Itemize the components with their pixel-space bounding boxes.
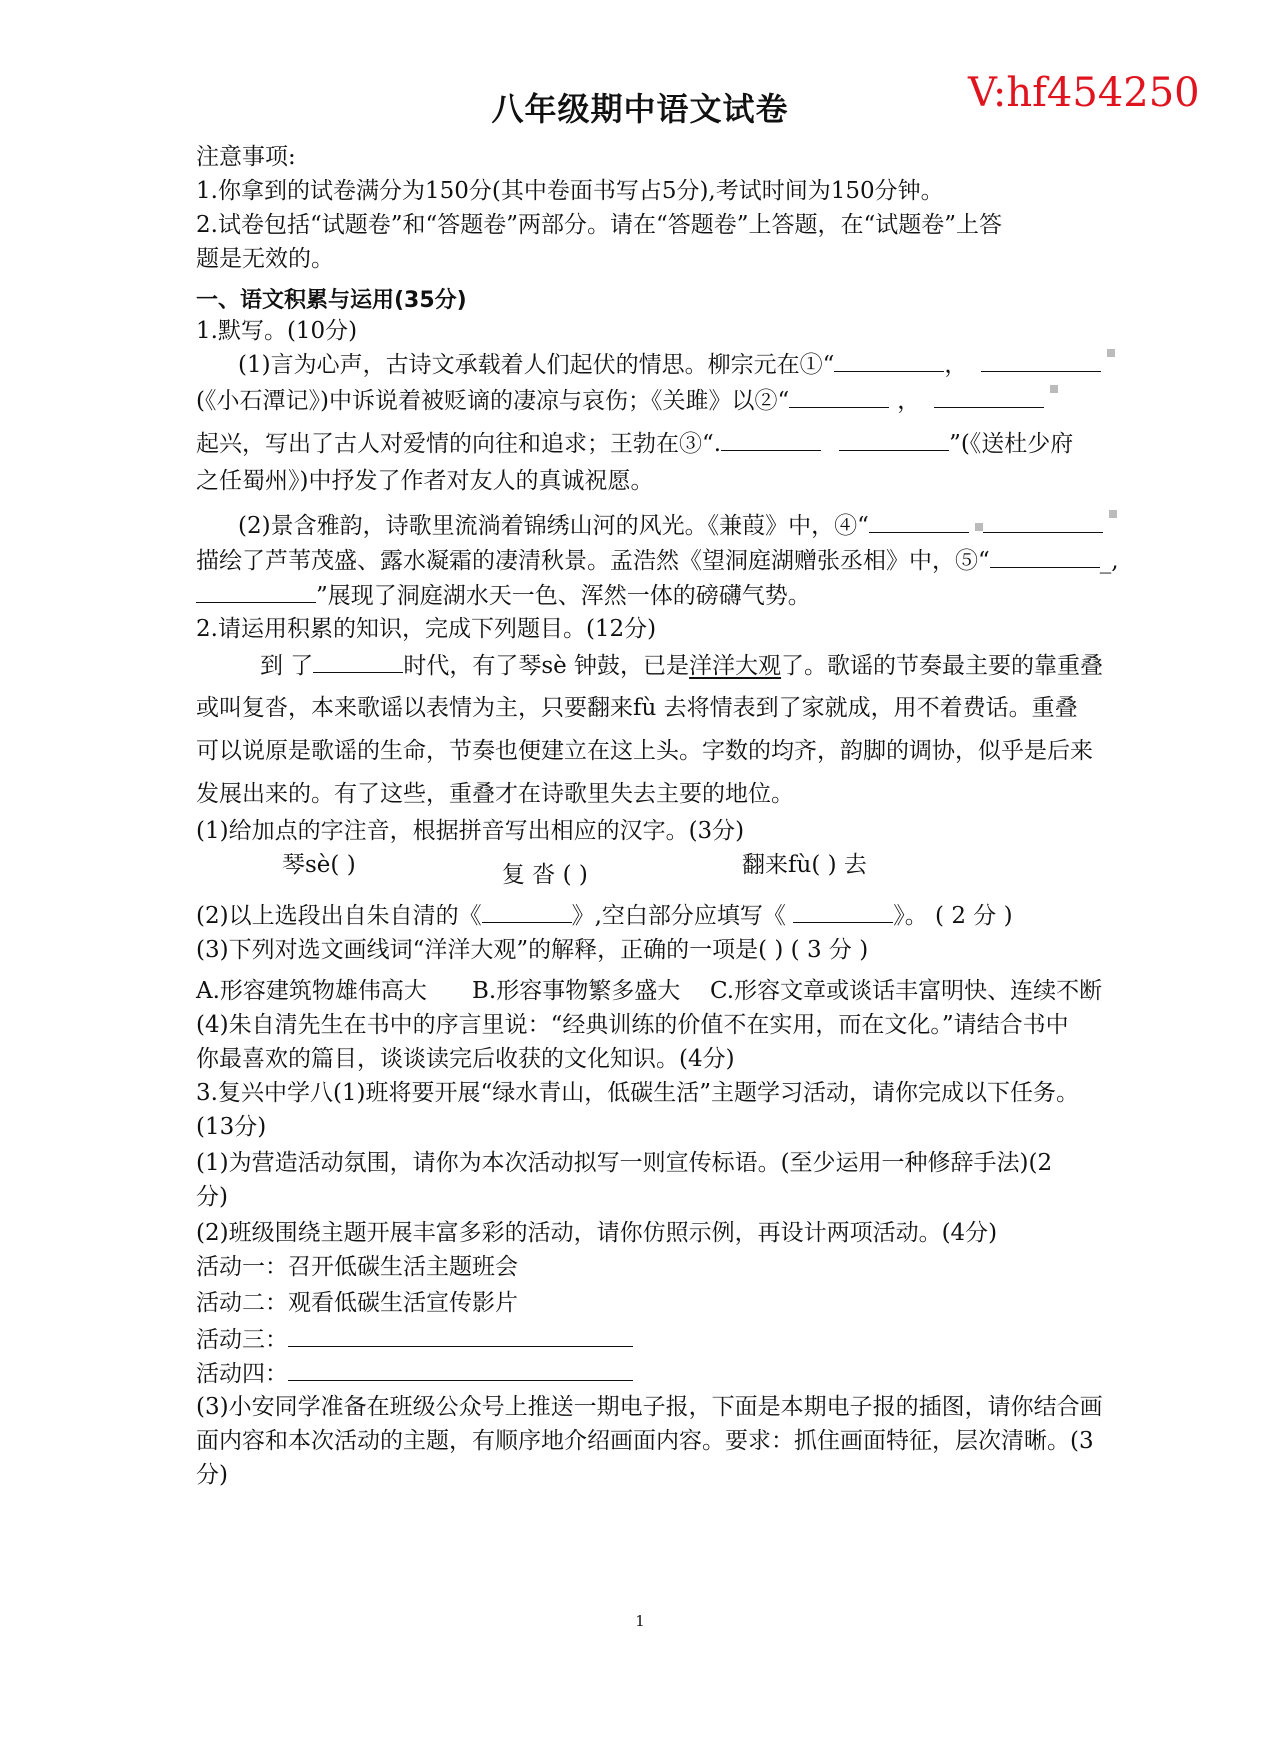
q2-passage-2: 或叫复沓，本来歌谣以表情为主，只要翻来fù 去将情表到了家就成，用不着费话。重叠 [196, 695, 1078, 721]
notice-item-2-cont: 题是无效的。 [196, 246, 334, 272]
q1-line-1-text: (1)言为心声，古诗文承载着人们起伏的情思。柳宗元在①“ [238, 352, 835, 378]
scan-mark [975, 523, 983, 531]
comma: ， [944, 352, 968, 378]
watermark-text: V:hf454250 [968, 70, 1200, 116]
notice-item-2: 2.试卷包括“试题卷”和“答题卷”两部分。请在“答题卷”上答题，在“试题卷”上答 [196, 212, 1003, 238]
answer-blank[interactable] [834, 349, 944, 372]
q3-sub-1-cont: 分) [196, 1184, 228, 1210]
q1-line-6 [196, 545, 1119, 576]
scan-mark [1050, 385, 1058, 393]
answer-blank[interactable] [934, 385, 1044, 408]
q2-sub-4: (4)朱自清先生在书中的序言里说：“经典训练的价值不在实用，而在文化。”请结合书中 [196, 1012, 1069, 1038]
q2-passage-3: 可以说原是歌谣的生命，节奏也便建立在这上头。字数的均齐，韵脚的调协，似乎是后来 [196, 738, 1093, 764]
activity-4-label: 活动四： [196, 1361, 288, 1387]
page-number: 1 [635, 1612, 645, 1630]
q3-sub-3-cont: 面内容和本次活动的主题，有顺序地介绍画面内容。要求：抓住画面特征，层次清晰。(3 [196, 1428, 1094, 1454]
notice-heading: 注意事项: [196, 144, 296, 170]
q2-option-b: B.形容事物繁多盛大 [472, 978, 681, 1004]
q2-passage-text: 了。歌谣的节奏最主要的靠重叠 [781, 653, 1104, 679]
q3-sub-1: (1)为营造活动氛围，请你为本次活动拟写一则宣传标语。(至少运用一种修辞手法)(2 [196, 1150, 1053, 1176]
activity-4 [196, 1358, 633, 1389]
q1-line-2-text: (《小石潭记》)中诉说着被贬谪的凄凉与哀伤；《关雎》以②“ [196, 388, 790, 414]
scan-mark [1107, 349, 1115, 357]
answer-blank[interactable] [793, 900, 893, 923]
q2-sub-2-text: (2)以上选段出自朱自清的《 [196, 903, 482, 929]
q1-line-2 [196, 385, 1058, 416]
q2-sub-2 [196, 900, 1013, 931]
q1-line-3-end: ”(《送杜少府 [949, 431, 1074, 457]
q3-title-cont: (13分) [196, 1114, 267, 1140]
answer-blank[interactable] [721, 428, 821, 451]
q2-sub-1-c: 翻来fù( ) 去 [742, 852, 867, 878]
answer-blank[interactable] [196, 580, 316, 603]
answer-blank[interactable] [839, 428, 949, 451]
q1-line-5-text: (2)景含雅韵，诗歌里流淌着锦绣山河的风光。《兼葭》中，④“ [238, 513, 869, 539]
q2-sub-3: (3)下列对选文画线词“洋洋大观”的解释，正确的一项是( ) ( 3 分 ) [196, 937, 869, 963]
q3-sub-3: (3)小安同学准备在班级公众号上推送一期电子报，下面是本期电子报的插图，请你结合画 [196, 1394, 1103, 1420]
q2-passage-4: 发展出来的。有了这些，重叠才在诗歌里失去主要的地位。 [196, 781, 794, 807]
q2-sub-1-b: 复 沓 ( ) [502, 862, 588, 888]
q1-line-6-text: 描绘了芦苇茂盛、露水凝霜的凄清秋景。孟浩然《望洞庭湖赠张丞相》中，⑤“ [196, 548, 990, 574]
underlined-word: 洋洋大观 [689, 653, 782, 679]
q2-passage-1 [196, 650, 1103, 681]
q1-line-7 [196, 580, 811, 611]
q3-sub-3-end: 分) [196, 1462, 228, 1488]
activity-3-label: 活动三： [196, 1327, 288, 1353]
q1-title: 1.默写。(10分) [196, 318, 358, 344]
q2-option-a: A.形容建筑物雄伟高大 [196, 978, 427, 1004]
answer-blank[interactable] [983, 510, 1103, 533]
answer-blank[interactable] [789, 385, 889, 408]
q1-line-7-text: ”展现了洞庭湖水天一色、浑然一体的磅礴气势。 [316, 583, 811, 609]
q1-line-4: 之任蜀州》)中抒发了作者对友人的真诚祝愿。 [196, 468, 654, 494]
page-title: 八年级期中语文试卷 [491, 90, 789, 128]
answer-blank[interactable] [482, 900, 572, 923]
q2-sub-1: (1)给加点的字注音，根据拼音写出相应的汉字。(3分) [196, 818, 745, 844]
activity-3 [196, 1324, 633, 1355]
answer-blank[interactable] [981, 349, 1101, 372]
q3-title: 3.复兴中学八(1)班将要开展“绿水青山，低碳生活”主题学习活动，请你完成以下任务。 [196, 1080, 1080, 1106]
answer-blank[interactable] [288, 1324, 633, 1347]
q2-title: 2.请运用积累的知识，完成下列题目。(12分) [196, 616, 657, 642]
notice-item-1: 1.你拿到的试卷满分为150分(其中卷面书写占5分),考试时间为150分钟。 [196, 178, 944, 204]
scan-mark [1109, 510, 1117, 518]
q2-sub-2-text: 》,空白部分应填写《 [571, 903, 794, 929]
q2-sub-4-cont: 你最喜欢的篇目，谈谈读完后收获的文化知识。(4分) [196, 1046, 735, 1072]
q3-sub-2: (2)班级围绕主题开展丰富多彩的活动，请你仿照示例，再设计两项活动。(4分) [196, 1220, 998, 1246]
answer-blank[interactable] [869, 510, 969, 533]
q2-sub-2-text: 》。 ( 2 分 ) [893, 903, 1013, 929]
q2-passage-text: 到 了 [260, 653, 314, 679]
q1-line-5 [196, 510, 1117, 541]
answer-blank[interactable] [288, 1358, 633, 1381]
answer-blank[interactable] [990, 545, 1100, 568]
q2-passage-text: 时代，有了琴sè 钟鼓，已是 [403, 653, 690, 679]
q1-line-1 [196, 349, 1115, 380]
comma: ， [897, 388, 921, 414]
activity-1: 活动一：召开低碳生活主题班会 [196, 1254, 518, 1280]
q1-line-3 [196, 428, 1073, 459]
activity-2: 活动二：观看低碳生活宣传影片 [196, 1290, 518, 1316]
section-heading: 一、语文积累与运用(35分) [196, 288, 467, 313]
q1-line-6-end: _, [1099, 548, 1119, 574]
q1-line-3-text: 起兴，写出了古人对爱情的向往和追求；王勃在③“. [196, 431, 722, 457]
answer-blank[interactable] [313, 650, 403, 673]
q2-sub-1-a: 琴sè( ) [282, 852, 356, 878]
q2-option-c: C.形容文章或谈话丰富明快、连续不断 [710, 978, 1103, 1004]
